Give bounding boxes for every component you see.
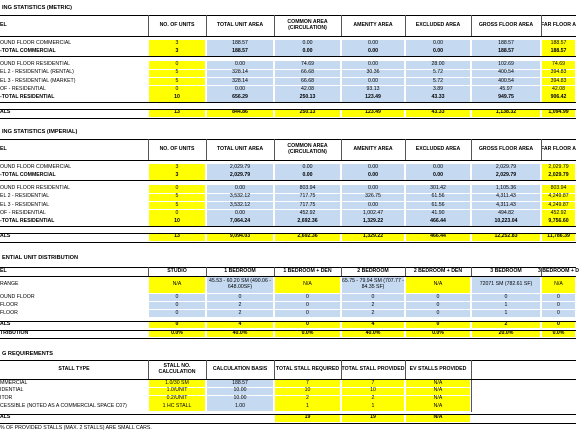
imperial-header: COMMON AREA (CIRCULATION) (287, 142, 328, 155)
row-border (0, 180, 576, 181)
imperial-cell: 1,105.36 (472, 185, 540, 193)
column-divider (148, 360, 149, 379)
imperial-cell: 0.00 (207, 185, 273, 193)
row-border (0, 233, 576, 234)
column-divider (541, 15, 542, 36)
parking-cell: 188.57 (207, 380, 273, 387)
range-label: RANGE (0, 281, 19, 288)
metric-cell: OUND FLOOR RESIDENTIAL (0, 61, 71, 68)
imperial-cell: 466.44 (406, 218, 470, 226)
imperial-cell: 0.00 (275, 172, 340, 180)
metric-cell: 1,094.99 (542, 109, 575, 117)
distribution-header: 2 BEDROOM + DEN (413, 267, 463, 274)
column-divider (541, 139, 542, 160)
parking-cell: 7 (275, 380, 340, 387)
column-divider (206, 267, 207, 276)
parking-header: CALCULATION BASIS (212, 365, 268, 372)
imperial-cell: 494.82 (472, 210, 540, 218)
distribution-cell: 0.0% (542, 330, 575, 337)
column-divider (206, 139, 207, 160)
metric-cell: 188.57 (472, 48, 540, 56)
distribution-cell: 2 (472, 321, 540, 328)
metric-cell: EL 2 - RESIDENTIAL (RENTAL) (0, 69, 74, 76)
distribution-cell: 40.0% (207, 330, 273, 337)
imperial-cell: 61.56 (406, 194, 470, 202)
metric-cell: 5 (149, 78, 205, 86)
row-border (0, 109, 576, 110)
distribution-cell: 0 (207, 294, 273, 301)
metric-cell: 844.86 (207, 109, 273, 117)
unit-size-range: 45.53 - 60.20 SM (490.06 - 648.00SF) (207, 277, 273, 293)
imperial-header: EL (0, 145, 7, 152)
unit-size-range: 65.75 - 79.94 SM (707.77 - 84.35 SF) (342, 277, 404, 293)
distribution-header: 3 BEDROOM (490, 267, 522, 274)
imperial-cell: 4,249.87 (542, 202, 575, 210)
imperial-cell: 61.56 (406, 202, 470, 210)
imperial-cell: 0.00 (342, 202, 404, 210)
distribution-cell: 0 (406, 302, 470, 309)
imperial-cell: -TOTAL COMMERCIAL (0, 172, 56, 178)
metric-header: GROSS FLOOR AREA (478, 21, 534, 28)
metric-cell: 0 (149, 61, 205, 69)
parking-header: STALL NO. CALCULATION (158, 362, 196, 375)
metric-cell: 66.68 (275, 70, 340, 78)
imperial-cell: 4,311.43 (472, 194, 540, 202)
metric-cell: 13 (149, 109, 205, 117)
imperial-cell: 0.00 (342, 185, 404, 193)
metric-cell: 0.00 (207, 86, 273, 94)
column-divider (274, 15, 275, 36)
column-divider (341, 139, 342, 160)
parking-header: TOTAL STALL PROVIDED (341, 365, 405, 372)
column-divider (405, 360, 406, 379)
imperial-header: GROSS FLOOR AREA (478, 145, 534, 152)
parking-cell: 10 (342, 388, 404, 395)
parking-cell: 1 HC STALL (149, 403, 205, 410)
distribution-cell: 0 (149, 294, 205, 301)
metric-cell: 949.75 (472, 94, 540, 102)
column-divider (341, 15, 342, 36)
distribution-cell: 0 (542, 294, 575, 301)
imperial-cell: 1,329.22 (342, 218, 404, 226)
metric-cell: 188.57 (542, 48, 575, 56)
metric-cell: 250.13 (275, 109, 340, 117)
metric-header: FAR FLOOR A (541, 21, 576, 28)
imperial-cell: 1,329.22 (342, 233, 404, 241)
metric-cell: 0.00 (275, 40, 340, 48)
distribution-cell: 0 (542, 302, 575, 309)
imperial-cell: 717.75 (275, 194, 340, 202)
metric-cell: 43.33 (406, 94, 470, 102)
imperial-cell: 0.00 (406, 172, 470, 180)
distribution-cell: 0 (406, 294, 470, 301)
imperial-header: TOTAL UNIT AREA (216, 145, 264, 152)
imperial-cell: 41.90 (406, 210, 470, 218)
distribution-cell: 4 (207, 321, 273, 328)
imperial-header: EXCLUDED AREA (415, 145, 461, 152)
row-border (0, 36, 576, 37)
distribution-cell: FLOOR (0, 309, 18, 316)
column-divider (148, 139, 149, 160)
imperial-cell: 2,029.79 (207, 164, 273, 172)
imperial-cell: 13 (149, 233, 205, 241)
imperial-cell: 2,029.79 (542, 172, 575, 180)
imperial-cell: 3 (149, 172, 205, 180)
metric-cell: 0.00 (406, 40, 470, 48)
column-divider (471, 139, 472, 160)
parking-total-cell: 19 (275, 415, 340, 422)
distribution-cell: 0 (275, 294, 340, 301)
distribution-cell: 0 (406, 321, 470, 328)
distribution-cell: 0 (275, 310, 340, 317)
distribution-title: ENTIAL UNIT DISTRIBUTION (2, 255, 79, 261)
parking-header: TOTAL STALL REQUIRED (275, 365, 340, 372)
metric-cell: 906.42 (542, 94, 575, 102)
distribution-header: STUDIO (167, 267, 187, 274)
parking-cell: N/A (406, 388, 470, 395)
metric-cell: -TOTAL COMMERCIAL (0, 48, 56, 54)
metric-header: NO. OF UNITS (159, 21, 195, 28)
column-divider (148, 15, 149, 36)
row-border (0, 226, 576, 227)
metric-cell: 0.00 (342, 40, 404, 48)
imperial-cell: 2,692.36 (275, 233, 340, 241)
metric-cell: 188.57 (207, 48, 273, 56)
imperial-cell: 4,249.87 (542, 194, 575, 202)
imperial-cell: 2,029.79 (207, 172, 273, 180)
metric-cell: 0.00 (406, 48, 470, 56)
imperial-cell: 10 (149, 218, 205, 226)
distribution-cell: 0.0% (275, 330, 340, 337)
row-border (0, 423, 576, 424)
imperial-cell: 2,029.79 (472, 172, 540, 180)
imperial-cell: OUND FLOOR RESIDENTIAL (0, 185, 71, 192)
imperial-cell: 466.44 (406, 233, 470, 241)
metric-cell: 74.69 (542, 61, 575, 69)
column-divider (274, 267, 275, 276)
distribution-cell: 0 (149, 310, 205, 317)
distribution-cell: 0.0% (406, 330, 470, 337)
distribution-cell: TRIBUTION (0, 329, 29, 336)
metric-cell: 5.72 (406, 78, 470, 86)
parking-cell: 2 (275, 396, 340, 403)
metric-cell: 400.54 (472, 78, 540, 86)
distribution-cell: 40.0% (342, 330, 404, 337)
distribution-header: 2 BEDROOM (357, 267, 389, 274)
parking-cell: ITOR (0, 395, 13, 402)
distribution-cell: 0.0% (149, 330, 205, 337)
metric-cell: 188.57 (472, 40, 540, 48)
imperial-cell: 3,532.12 (207, 202, 273, 210)
parking-total-cell: N/A (406, 415, 470, 422)
metric-cell: OUND FLOOR COMMERCIAL (0, 39, 72, 46)
column-divider (471, 267, 472, 276)
metric-header: AMENITY AREA (353, 21, 393, 28)
distribution-cell: 0 (149, 302, 205, 309)
imperial-cell: 803.94 (542, 185, 575, 193)
distribution-cell: 1 (472, 302, 540, 309)
metric-cell: 0.00 (342, 78, 404, 86)
imperial-cell: 0 (149, 210, 205, 218)
imperial-header: FAR FLOOR A (541, 145, 576, 152)
imperial-cell: 3 (149, 164, 205, 172)
imperial-cell: 2,692.36 (275, 218, 340, 226)
distribution-cell: 0 (342, 294, 404, 301)
parking-cell: N/A (406, 380, 470, 387)
metric-cell: 188.57 (207, 40, 273, 48)
parking-cell: 1 (275, 403, 340, 410)
metric-cell: 42.08 (542, 86, 575, 94)
column-divider (206, 15, 207, 36)
unit-size-range: N/A (275, 277, 340, 293)
parking-cell: MMERCIAL (0, 379, 28, 386)
metric-cell: 328.14 (207, 78, 273, 86)
metric-cell: 102.69 (472, 61, 540, 69)
distribution-cell: OUND FLOOR (0, 293, 35, 300)
metric-cell: 3.89 (406, 86, 470, 94)
imperial-cell: 2,029.79 (472, 164, 540, 172)
metric-cell: 5 (149, 70, 205, 78)
distribution-cell: 4 (342, 321, 404, 328)
metric-cell: 3 (149, 48, 205, 56)
row-border (0, 118, 576, 119)
metric-cell: ALS (0, 109, 11, 116)
metric-cell: 43.33 (406, 109, 470, 117)
metric-cell: 28.00 (406, 61, 470, 69)
parking-cell: 1.0/UNIT (149, 388, 205, 395)
metric-cell: 123.49 (342, 109, 404, 117)
imperial-cell: 803.94 (275, 185, 340, 193)
parking-cell: 7 (342, 380, 404, 387)
parking-cell: 10.00 (207, 396, 273, 403)
imperial-cell: 0.00 (207, 210, 273, 218)
imperial-cell: 0.00 (406, 164, 470, 172)
metric-header: TOTAL UNIT AREA (216, 21, 264, 28)
parking-header: EV STALLS PROVIDED (409, 365, 467, 372)
distribution-cell: 0 (406, 310, 470, 317)
imperial-cell: 1,002.47 (342, 210, 404, 218)
column-divider (405, 267, 406, 276)
metric-cell: -TOTAL RESIDENTIAL (0, 94, 55, 100)
metric-cell: 42.08 (275, 86, 340, 94)
imperial-cell: 717.75 (275, 202, 340, 210)
column-divider (206, 360, 207, 379)
distribution-cell: 0 (542, 310, 575, 317)
metric-cell: 400.54 (472, 70, 540, 78)
metric-cell: 0.00 (342, 48, 404, 56)
distribution-header: EL (0, 267, 7, 274)
row-border (0, 321, 576, 322)
column-divider (341, 360, 342, 379)
metric-cell: 3 (149, 40, 205, 48)
imperial-cell: OF - RESIDENTIAL (0, 209, 46, 216)
parking-cell: 2 (342, 396, 404, 403)
imperial-cell: 5 (149, 202, 205, 210)
parking-cell: IDENTIAL (0, 387, 24, 394)
imperial-cell: 10,223.04 (472, 218, 540, 226)
parking-cell: 10.00 (207, 388, 273, 395)
imperial-header: NO. OF UNITS (159, 145, 195, 152)
distribution-cell: 0 (275, 321, 340, 328)
metric-cell: 45.97 (472, 86, 540, 94)
parking-title: G REQUIREMENTS (2, 351, 53, 357)
imperial-cell: -TOTAL RESIDENTIAL (0, 218, 55, 224)
imperial-cell: 2,029.79 (542, 164, 575, 172)
distribution-cell: 0 (275, 302, 340, 309)
row-border (0, 338, 576, 339)
distribution-header: 1 BEDROOM + DEN (283, 267, 332, 274)
parking-total-cell (207, 415, 273, 422)
column-divider (274, 360, 275, 379)
imperial-cell: 452.92 (275, 210, 340, 218)
metric-cell: OF - RESIDENTIAL (0, 85, 46, 92)
metric-cell: EL 3 - RESIDENTIAL (MARKET) (0, 77, 76, 84)
metric-cell: 5.72 (406, 70, 470, 78)
imperial-cell: 0 (149, 185, 205, 193)
metric-cell: 0 (149, 86, 205, 94)
distribution-cell: 2 (207, 310, 273, 317)
parking-total-cell: 19 (342, 415, 404, 422)
distribution-cell: 1 (472, 310, 540, 317)
column-divider (274, 139, 275, 160)
parking-note: % OF PROVIDED STALLS (MAX. 2 STALLS) ARE SMALL CARS. (0, 425, 152, 432)
imperial-cell: 326.75 (342, 194, 404, 202)
distribution-cell: ALS (0, 320, 11, 327)
imperial-cell: 452.92 (542, 210, 575, 218)
column-divider (471, 360, 472, 412)
metric-title: ING STATISTICS (METRIC) (2, 5, 73, 11)
distribution-header: 3 BEDROOM + D (537, 267, 579, 274)
metric-cell: 66.68 (275, 78, 340, 86)
unit-size-range: N/A (542, 277, 575, 293)
metric-cell: 188.57 (542, 40, 575, 48)
metric-cell: 123.49 (342, 94, 404, 102)
metric-cell: 328.14 (207, 70, 273, 78)
metric-cell: 394.83 (542, 78, 575, 86)
imperial-cell: OUND FLOOR COMMERCIAL (0, 163, 72, 170)
imperial-cell: 0.00 (342, 172, 404, 180)
metric-cell: 93.13 (342, 86, 404, 94)
column-divider (341, 267, 342, 276)
metric-header: COMMON AREA (CIRCULATION) (287, 18, 328, 31)
metric-cell: 250.13 (275, 94, 340, 102)
metric-cell: 0.00 (342, 61, 404, 69)
parking-cell: 10 (275, 388, 340, 395)
parking-cell: N/A (406, 403, 470, 410)
imperial-cell: 3,532.12 (207, 194, 273, 202)
distribution-cell: 0 (472, 294, 540, 301)
metric-cell: 1,138.32 (472, 109, 540, 117)
unit-size-range: 72071 SM (782.61 SF) (472, 277, 540, 293)
distribution-cell: 2 (342, 310, 404, 317)
column-divider (541, 267, 542, 276)
imperial-cell: 12,252.83 (472, 233, 540, 241)
distribution-cell: 0 (542, 321, 575, 328)
row-border (0, 160, 576, 161)
column-divider (471, 15, 472, 36)
unit-size-range: N/A (406, 277, 470, 293)
imperial-cell: 0.00 (342, 164, 404, 172)
row-border (0, 56, 576, 57)
metric-cell: 30.36 (342, 70, 404, 78)
imperial-cell: EL 3 - RESIDENTIAL (0, 201, 50, 208)
distribution-cell: 2 (207, 302, 273, 309)
metric-header: EXCLUDED AREA (415, 21, 461, 28)
column-divider (405, 15, 406, 36)
unit-size-range: N/A (149, 277, 205, 293)
imperial-cell: 4,311.43 (472, 202, 540, 210)
row-border (0, 242, 576, 243)
column-divider (148, 267, 149, 276)
distribution-cell: 2 (342, 302, 404, 309)
imperial-cell: 9,094.03 (207, 233, 273, 241)
imperial-cell: ALS (0, 233, 11, 240)
metric-cell: 656.29 (207, 94, 273, 102)
distribution-cell: 20.0% (472, 330, 540, 337)
imperial-cell: 301.42 (406, 185, 470, 193)
metric-cell: 74.69 (275, 61, 340, 69)
imperial-cell: EL 2 - RESIDENTIAL (0, 193, 50, 200)
parking-total-cell (149, 415, 205, 422)
parking-cell: N/A (406, 396, 470, 403)
parking-header: STALL TYPE (58, 365, 90, 372)
metric-cell: 0.00 (275, 48, 340, 56)
imperial-header: AMENITY AREA (353, 145, 393, 152)
parking-cell: 1.0/30 SM (149, 380, 205, 387)
metric-header: EL (0, 21, 7, 28)
imperial-cell: 11,786.39 (542, 233, 575, 241)
parking-total-cell: ALS (0, 414, 11, 421)
row-border (0, 330, 576, 331)
distribution-cell: 0 (149, 321, 205, 328)
distribution-header: 1 BEDROOM (224, 267, 256, 274)
metric-cell: 0.00 (207, 61, 273, 69)
imperial-cell: 9,756.60 (542, 218, 575, 226)
parking-cell: 1.00 (207, 403, 273, 410)
distribution-cell: FLOOR (0, 301, 18, 308)
imperial-cell: 0.00 (275, 164, 340, 172)
metric-cell: 394.83 (542, 70, 575, 78)
imperial-title: ING STATISTICS (IMPERIAL) (2, 129, 78, 135)
metric-cell: 10 (149, 94, 205, 102)
imperial-cell: 7,064.24 (207, 218, 273, 226)
parking-cell: 1 (342, 403, 404, 410)
row-border (0, 102, 576, 103)
imperial-cell: 5 (149, 194, 205, 202)
parking-cell: 0.2/UNIT (149, 396, 205, 403)
column-divider (405, 139, 406, 160)
parking-cell: CESSIBLE (NOTED AS A COMMERCIAL SPACE C07) (0, 403, 127, 409)
